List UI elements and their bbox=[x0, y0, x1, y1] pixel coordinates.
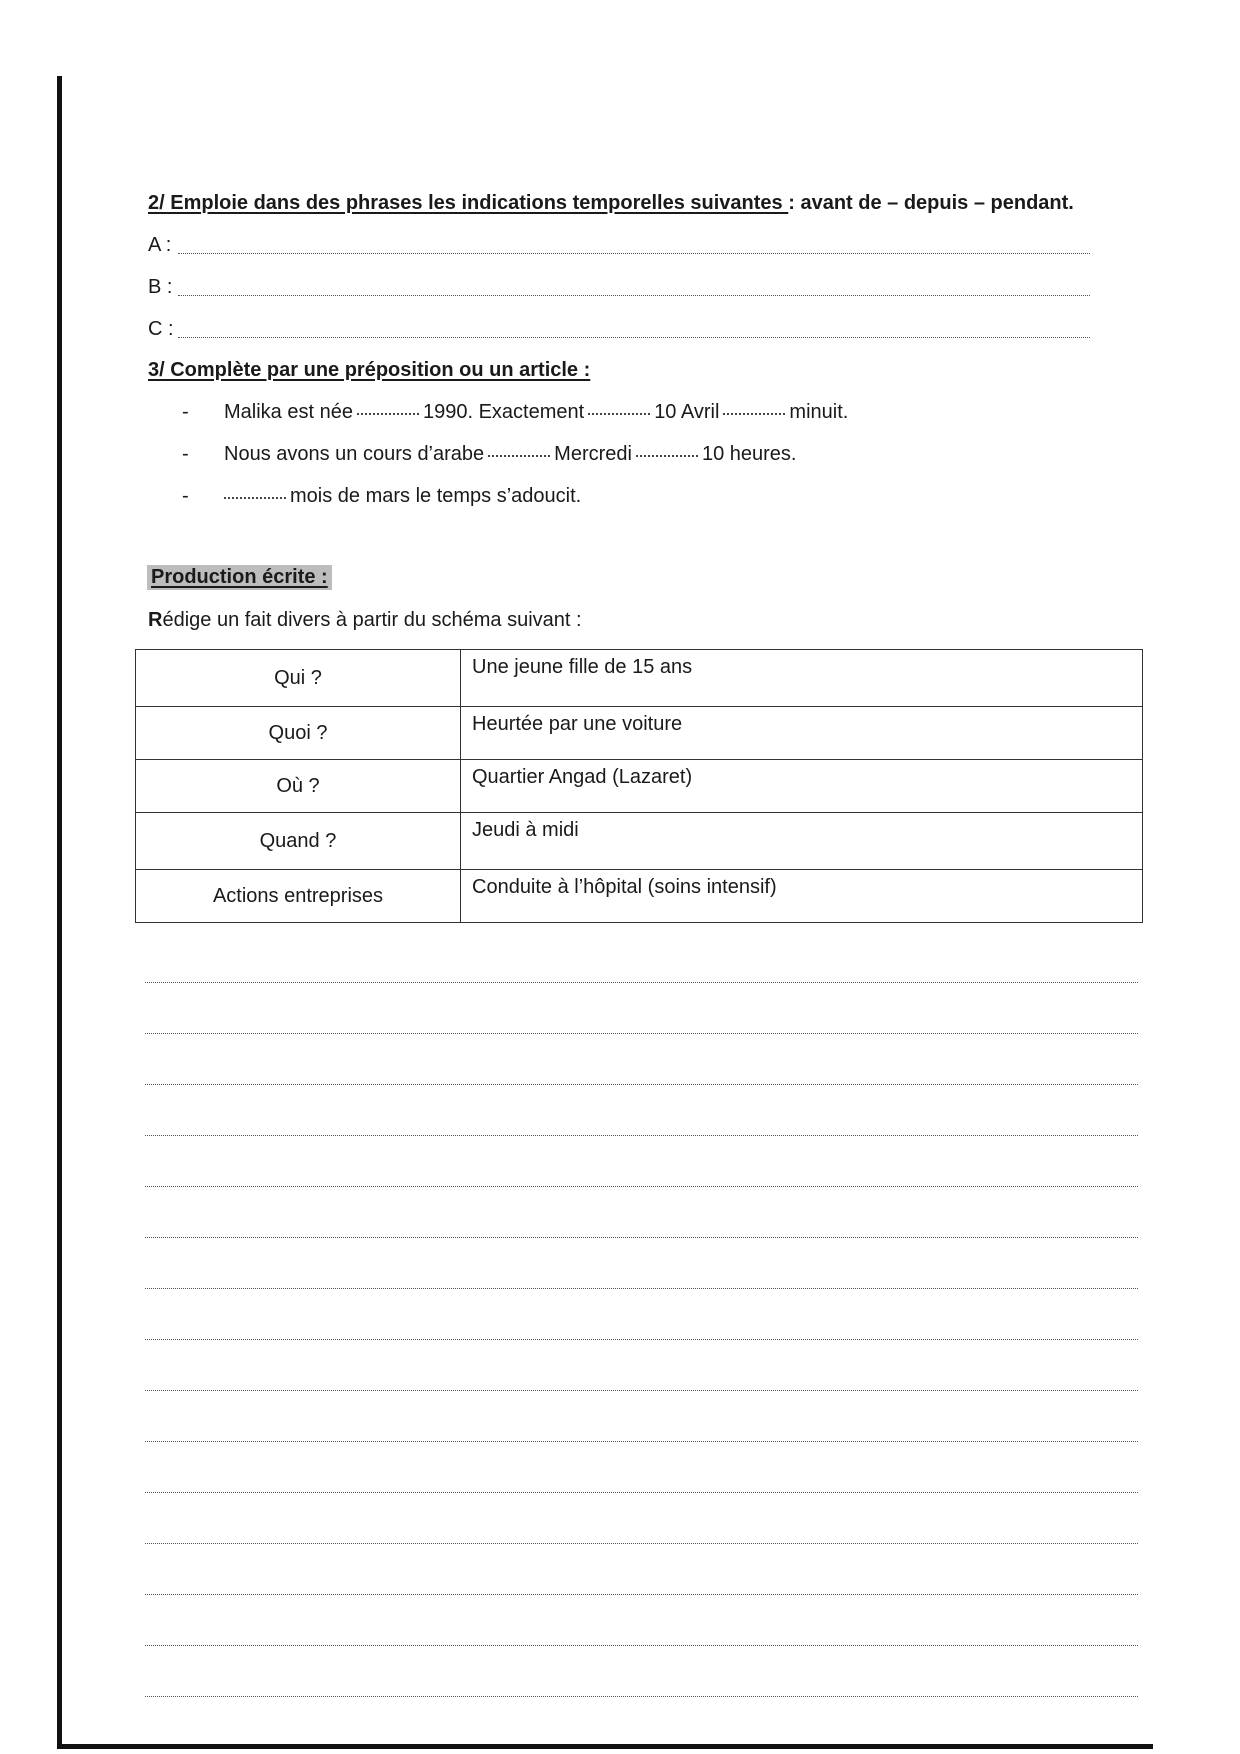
table-question: Où ? bbox=[136, 760, 461, 813]
production-title: Production écrite : bbox=[147, 565, 332, 590]
table-answer: Jeudi à midi bbox=[461, 813, 1143, 870]
table-question: Qui ? bbox=[136, 650, 461, 707]
answer-line-c[interactable] bbox=[178, 337, 1090, 338]
sentence-2-part-3: 10 heures. bbox=[701, 443, 797, 465]
writing-line-14[interactable] bbox=[145, 1645, 1138, 1646]
sentence-2 bbox=[182, 443, 796, 466]
instruction-initial: R bbox=[148, 609, 163, 631]
exercise-2-heading bbox=[148, 192, 1074, 215]
table-answer: Une jeune fille de 15 ans bbox=[461, 650, 1143, 707]
answer-label-c: C : bbox=[148, 318, 174, 340]
writing-line-3[interactable] bbox=[145, 1084, 1138, 1085]
sentence-3-part-1: mois de mars le temps s’adoucit. bbox=[290, 485, 582, 507]
table-question: Quoi ? bbox=[136, 707, 461, 760]
production-instruction bbox=[148, 609, 582, 632]
blank-2[interactable] bbox=[588, 413, 650, 415]
answer-line-a[interactable] bbox=[178, 253, 1090, 254]
instruction-text: édige un fait divers à partir du schéma suivant : bbox=[162, 609, 582, 631]
sentence-1 bbox=[182, 401, 848, 424]
sentence-2-part-2: Mercredi bbox=[554, 443, 632, 465]
writing-line-8[interactable] bbox=[145, 1339, 1138, 1340]
table-question: Actions entreprises bbox=[136, 870, 461, 923]
table-row bbox=[136, 813, 1143, 870]
sentence-1-part-3: 10 Avril bbox=[654, 401, 720, 423]
sentence-1-part-4: minuit. bbox=[789, 401, 849, 423]
table-answer: Heurtée par une voiture bbox=[461, 707, 1143, 760]
writing-line-7[interactable] bbox=[145, 1288, 1138, 1289]
writing-line-15[interactable] bbox=[145, 1696, 1138, 1697]
blank-6[interactable] bbox=[224, 497, 286, 499]
answer-label-a: A : bbox=[148, 234, 172, 256]
table-answer: Conduite à l’hôpital (soins intensif) bbox=[461, 870, 1143, 923]
blank-1[interactable] bbox=[357, 413, 419, 415]
table-row bbox=[136, 760, 1143, 813]
bullet-dash: - bbox=[182, 485, 189, 507]
sentence-3 bbox=[182, 485, 581, 508]
sentence-1-part-1: Malika est née bbox=[224, 401, 353, 423]
table-row bbox=[136, 870, 1143, 923]
answer-label-b: B : bbox=[148, 276, 173, 298]
writing-line-4[interactable] bbox=[145, 1135, 1138, 1136]
writing-line-11[interactable] bbox=[145, 1492, 1138, 1493]
writing-line-12[interactable] bbox=[145, 1543, 1138, 1544]
sentence-2-part-1: Nous avons un cours d’arabe bbox=[224, 443, 485, 465]
exercise-2-title: 2/ Emploie dans des phrases les indications temporelles suivantes bbox=[148, 192, 789, 214]
writing-line-9[interactable] bbox=[145, 1390, 1138, 1391]
writing-line-2[interactable] bbox=[145, 1033, 1138, 1034]
table-row bbox=[136, 650, 1143, 707]
page-border-left bbox=[57, 76, 62, 1748]
writing-line-5[interactable] bbox=[145, 1186, 1138, 1187]
blank-3[interactable] bbox=[723, 413, 785, 415]
answer-line-b[interactable] bbox=[178, 295, 1090, 296]
table-row bbox=[136, 707, 1143, 760]
blank-5[interactable] bbox=[636, 455, 698, 457]
table-answer: Quartier Angad (Lazaret) bbox=[461, 760, 1143, 813]
bullet-dash: - bbox=[182, 443, 189, 465]
writing-line-6[interactable] bbox=[145, 1237, 1138, 1238]
blank-4[interactable] bbox=[488, 455, 550, 457]
exercise-3-title: 3/ Complète par une préposition ou un article : bbox=[148, 359, 591, 381]
page-border-bottom bbox=[57, 1744, 1153, 1749]
sentence-1-part-2: 1990. Exactement bbox=[422, 401, 585, 423]
writing-line-1[interactable] bbox=[145, 982, 1138, 983]
writing-line-10[interactable] bbox=[145, 1441, 1138, 1442]
bullet-dash: - bbox=[182, 401, 189, 423]
exercise-2-items: : avant de – depuis – pendant. bbox=[788, 192, 1074, 214]
writing-line-13[interactable] bbox=[145, 1594, 1138, 1595]
schema-table bbox=[135, 649, 1143, 923]
table-question: Quand ? bbox=[136, 813, 461, 870]
